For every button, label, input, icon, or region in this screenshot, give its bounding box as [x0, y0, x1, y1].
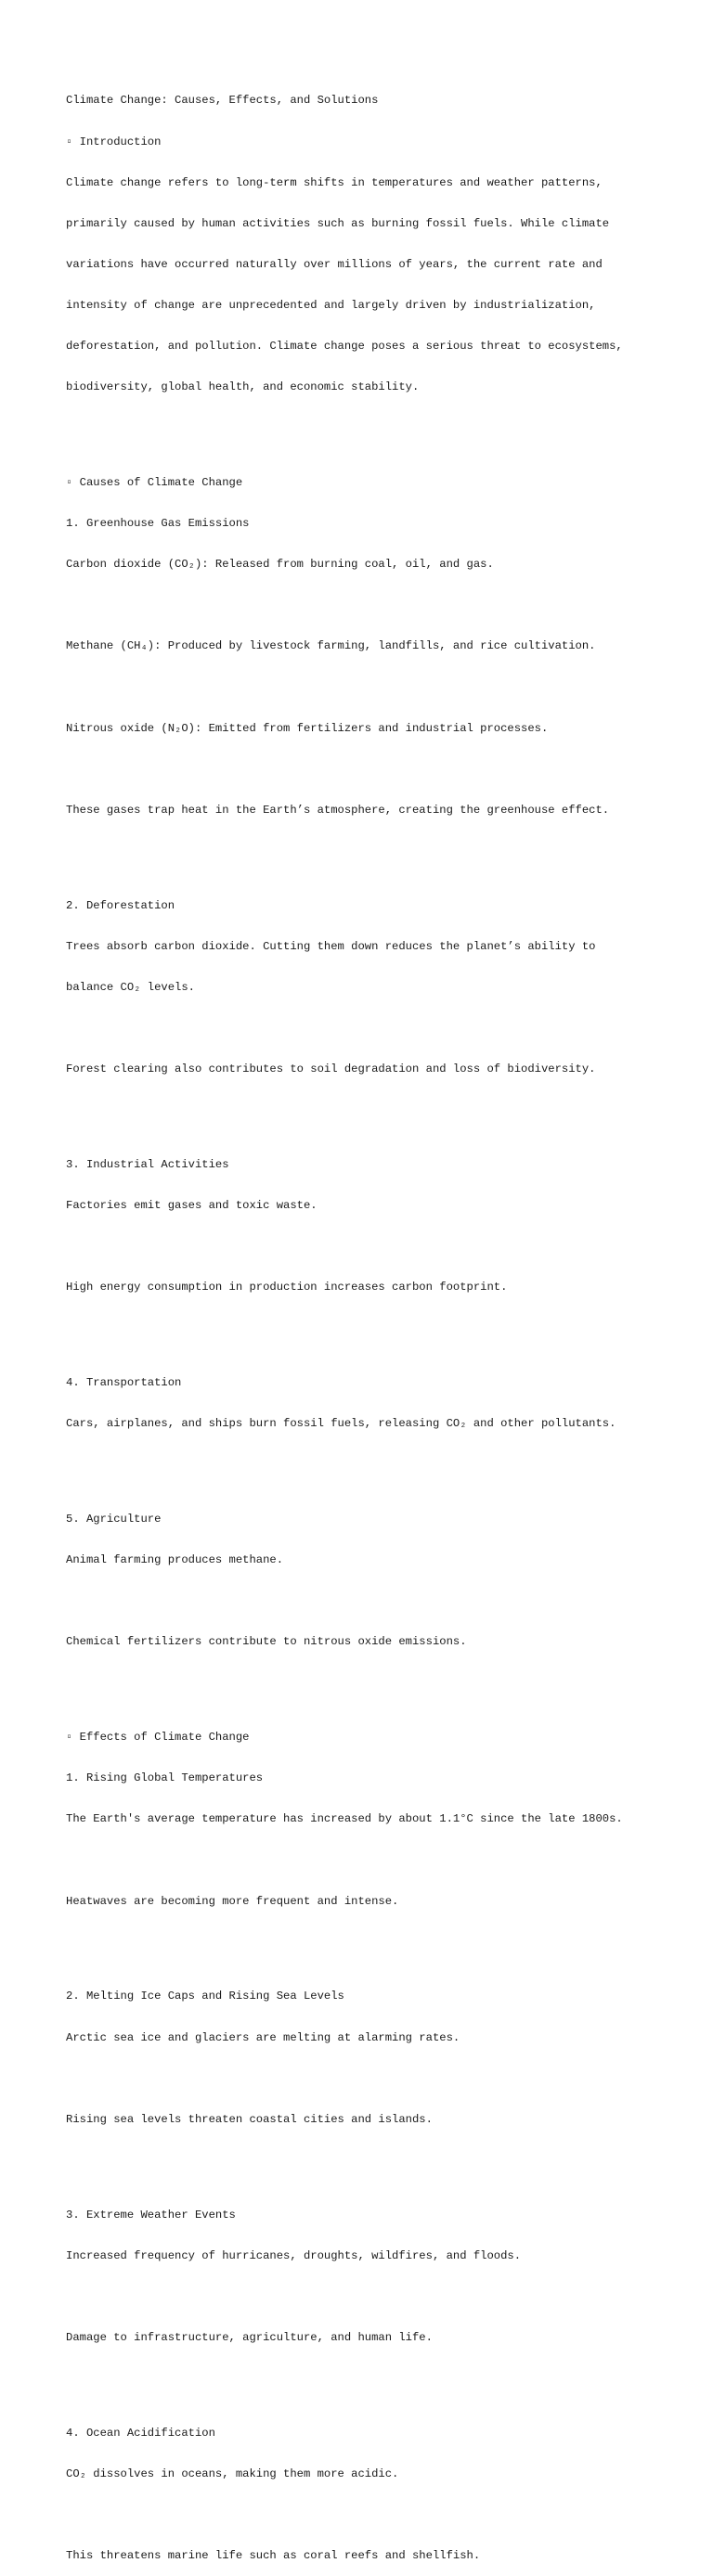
- spacer: [66, 599, 697, 612]
- paragraph-deforestation: Trees absorb carbon dioxide. Cutting them down reduces the planet’s ability to: [66, 939, 596, 953]
- intro-line: primarily caused by human activities such as burning fossil fuels. While climate: [66, 216, 610, 230]
- spacer: [66, 1022, 697, 1036]
- paragraph-industrial: High energy consumption in production increases carbon footprint.: [66, 1281, 508, 1294]
- spacer: [66, 1853, 697, 1867]
- section-heading-effects: ▫ Effects of Climate Change: [66, 1731, 250, 1745]
- paragraph-transportation: Cars, airplanes, and ships burn fossil fuels, releasing CO₂ and other pollutants.: [66, 1417, 616, 1431]
- paragraph-industrial: Factories emit gases and toxic waste.: [66, 1198, 318, 1212]
- subheading-transportation: 4. Transportation: [66, 1376, 182, 1390]
- paragraph-ch4: Methane (CH₄): Produced by livestock farming, landfills, and rice cultivation.: [66, 639, 596, 653]
- paragraph-temperatures: Heatwaves are becoming more frequent and intense.: [66, 1894, 399, 1908]
- subheading-industrial: 3. Industrial Activities: [66, 1157, 229, 1171]
- spacer: [66, 1240, 697, 1254]
- paragraph-agriculture: Animal farming produces methane.: [66, 1553, 284, 1567]
- subheading-temperatures: 1. Rising Global Temperatures: [66, 1771, 264, 1785]
- document-page: [66, 67, 697, 2576]
- paragraph-ice: Rising sea levels threaten coastal cities and islands.: [66, 2112, 433, 2126]
- intro-line: Climate change refers to long-term shifts in temperatures and weather patterns,: [66, 175, 603, 189]
- spacer: [66, 844, 697, 858]
- spacer: [66, 2154, 697, 2168]
- subheading-ice: 2. Melting Ice Caps and Rising Sea Levels: [66, 1990, 344, 2003]
- subheading-ocean: 4. Ocean Acidification: [66, 2426, 215, 2440]
- spacer: [66, 680, 697, 694]
- document-title: Climate Change: Causes, Effects, and Solutions: [66, 94, 379, 108]
- spacer: [66, 2508, 697, 2522]
- subheading-deforestation: 2. Deforestation: [66, 898, 175, 912]
- intro-line: variations have occurred naturally over millions of years, the current rate and: [66, 257, 603, 271]
- spacer: [66, 763, 697, 777]
- paragraph-deforestation: balance CO₂ levels.: [66, 980, 195, 994]
- spacer: [66, 1321, 697, 1335]
- spacer: [66, 1936, 697, 1950]
- spacer: [66, 1676, 697, 1690]
- section-heading-causes: ▫ Causes of Climate Change: [66, 475, 243, 489]
- intro-line: intensity of change are unprecedented and largely driven by industrialization,: [66, 298, 596, 312]
- subheading-weather: 3. Extreme Weather Events: [66, 2208, 236, 2222]
- spacer: [66, 421, 697, 435]
- paragraph-agriculture: Chemical fertilizers contribute to nitrous oxide emissions.: [66, 1635, 467, 1649]
- spacer: [66, 2290, 697, 2304]
- paragraph-weather: Increased frequency of hurricanes, droughts, wildfires, and floods.: [66, 2248, 522, 2262]
- paragraph-greenhouse-summary: These gases trap heat in the Earth’s atmosphere, creating the greenhouse effect.: [66, 803, 610, 817]
- spacer: [66, 1458, 697, 1472]
- spacer: [66, 1594, 697, 1608]
- spacer: [66, 2072, 697, 2086]
- paragraph-ice: Arctic sea ice and glaciers are melting at alarming rates.: [66, 2030, 460, 2044]
- paragraph-co2: Carbon dioxide (CO₂): Released from burning coal, oil, and gas.: [66, 558, 494, 572]
- spacer: [66, 1103, 697, 1117]
- intro-line: biodiversity, global health, and economic stability.: [66, 380, 420, 394]
- section-heading-introduction: ▫ Introduction: [66, 135, 162, 148]
- paragraph-deforestation: Forest clearing also contributes to soil degradation and loss of biodiversity.: [66, 1062, 596, 1075]
- spacer: [66, 2372, 697, 2386]
- paragraph-temperatures: The Earth's average temperature has increased by about 1.1°C since the late 1800s.: [66, 1812, 623, 1826]
- subheading-greenhouse: 1. Greenhouse Gas Emissions: [66, 517, 250, 531]
- paragraph-ocean: This threatens marine life such as coral reefs and shellfish.: [66, 2549, 481, 2563]
- paragraph-n2o: Nitrous oxide (N₂O): Emitted from fertilizers and industrial processes.: [66, 721, 549, 735]
- intro-line: deforestation, and pollution. Climate change poses a serious threat to ecosystems,: [66, 339, 623, 353]
- subheading-agriculture: 5. Agriculture: [66, 1513, 162, 1526]
- paragraph-ocean: CO₂ dissolves in oceans, making them more acidic.: [66, 2467, 399, 2480]
- paragraph-weather: Damage to infrastructure, agriculture, and human life.: [66, 2330, 433, 2344]
